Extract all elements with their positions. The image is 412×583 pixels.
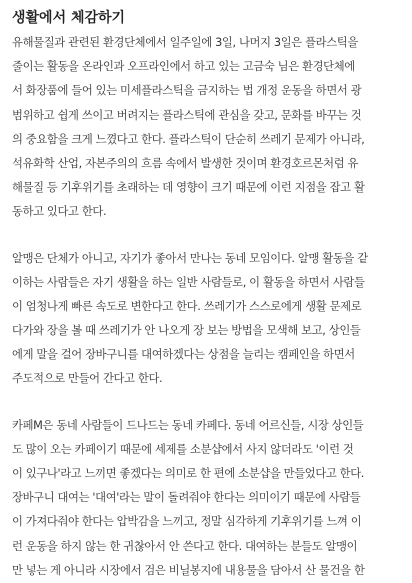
text-line: 런 운동을 하지 않는 한 귀찮아서 안 쓴다고 한다. 대여하는 분들도 알맹이 — [12, 539, 358, 553]
section-heading: 생활에서 체감하기 — [12, 10, 126, 26]
text-line: 해물질 등 기후위기를 초래하는 데 영향이 크기 때문에 이런 지점을 잡고 활 — [12, 181, 365, 195]
text-line: 서 화장품에 들어 있는 미세플라스틱을 금지하는 법 개정 운동을 하면서 광 — [12, 84, 362, 98]
text-line: 이 가져다줘야 한다는 압박감을 느끼고, 정말 심각하게 기후위기를 느껴 이 — [12, 515, 362, 529]
text-line: 동하고 있다고 한다. — [12, 205, 107, 219]
text-line: 줄이는 활동을 온라인과 오프라인에서 하고 있는 고금숙 님은 환경단체에 — [12, 60, 355, 74]
text-line: 이 있구나'라고 느끼면 좋겠다는 의미로 한 편에 소분샵을 만들었다고 한다. — [12, 467, 365, 480]
text-line: 범위하고 쉽게 쓰이고 버려지는 플라스틱에 관심을 갖고, 문화를 바꾸는 것 — [12, 108, 362, 122]
text-line: 이 엄청나게 빠른 속도로 변한다고 한다. 쓰레기가 스스로에게 생활 문제로 — [12, 299, 362, 313]
text-line: 이하는 사람들은 자기 생활을 하는 일반 사람들로, 이 활동을 하면서 사람들 — [12, 275, 365, 289]
text-line: 다가와 장을 볼 때 쓰레기가 안 나오게 장 보는 방법을 모색해 보고, 상인들 — [12, 324, 361, 338]
text-line: 알맹은 단체가 아니고, 자기가 좋아서 만나는 동네 모임이다. 알맹 활동을 같 — [12, 251, 368, 265]
paragraph-2 — [12, 247, 400, 392]
text-line: 만 넣는 게 아니라 시장에서 검은 비닐봉지에 내용물을 담아서 산 물건을 한 — [12, 563, 365, 577]
paragraph-gap — [12, 225, 400, 247]
document-page — [12, 8, 400, 583]
text-line: 장바구니 대여는 '대여'라는 말이 돌려줘야 한다는 의미이기 때문에 사람들 — [12, 491, 361, 505]
text-line: 주도적으로 만들어 간다고 한다. — [12, 372, 163, 386]
paragraph-gap — [12, 392, 400, 414]
text-line: 도 많이 오는 카페이기 때문에 세제를 소분샵에서 사지 않더라도 '이런 것 — [12, 442, 354, 456]
text-line: 유해물질과 관련된 환경단체에서 일주일에 3일, 나머지 3일은 플라스틱을 — [12, 36, 358, 49]
text-line: 에게 말을 걸어 장바구니를 대여하겠다는 상점을 늘리는 캠페인을 하면서 — [12, 348, 355, 362]
text-line: 의 중요함을 크게 느꼈다고 한다. 플라스틱이 단순히 쓰레기 문제가 아니라, — [12, 132, 365, 146]
text-line: 카페M은 동네 사람들이 드나드는 동네 카페다. 동네 어르신들, 시장 상인들 — [12, 418, 364, 432]
text-line: 석유화학 산업, 자본주의의 흐름 속에서 발생한 것이며 환경호르몬처럼 유 — [12, 156, 359, 170]
paragraph-3 — [12, 414, 400, 583]
paragraph-1 — [12, 31, 400, 225]
